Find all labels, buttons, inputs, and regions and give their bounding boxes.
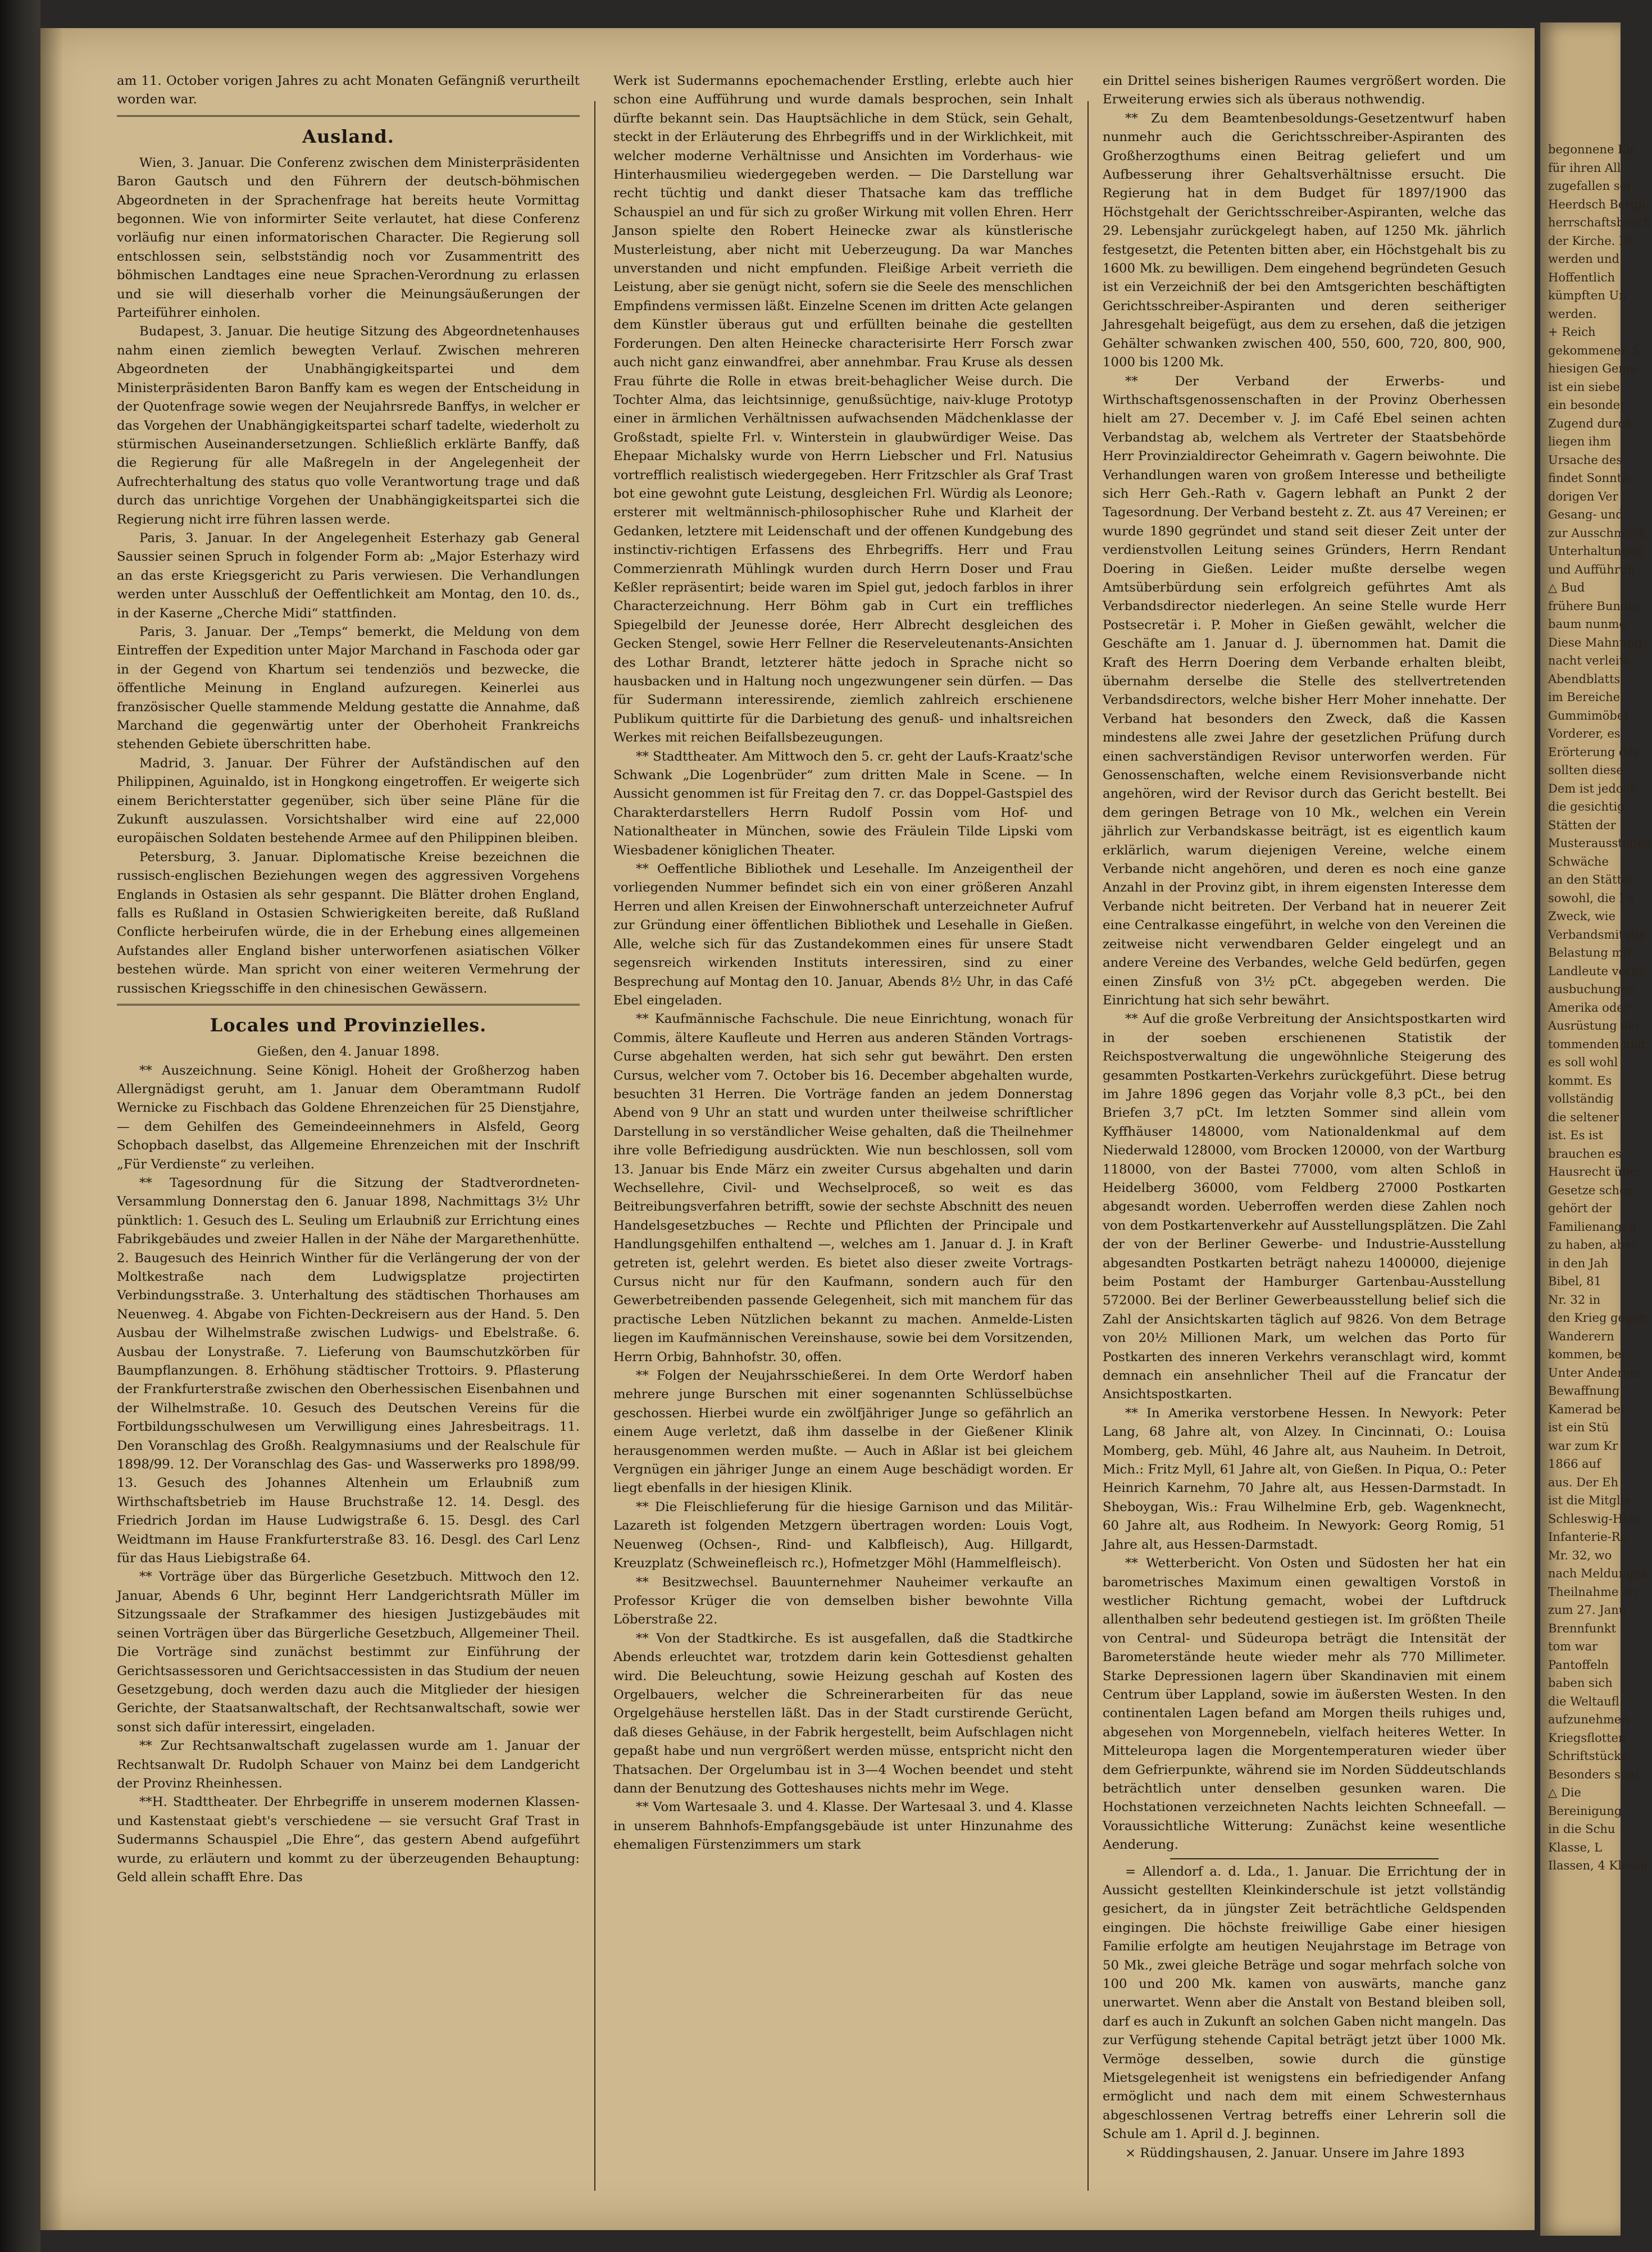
- article-paris-1: Paris, 3. Januar. In der Angelegenheit Esterhazy gab General Saussier seinen Spruch in folgender Form ab: „Major Esterhazy wird an das erste Kriegsgericht zu Paris verwiesen. Die Verhandlungen werden unter Ausschluß der Oeffentlichkeit am Montag, den 10. ds., in der Kaserne „Cherche Midi“ stattfinden.: [117, 530, 580, 621]
- article-besitzwechsel: ** Besitzwechsel. Bauunternehmer Nauheimer verkaufte an Professor Krüger die von demselben bisher bewohnte Villa Löberstraße 22.: [613, 1575, 1073, 1627]
- adjacent-page-line: Klasse, L: [1548, 1840, 1603, 1854]
- adjacent-page-line: Kamerad bei: [1548, 1402, 1624, 1416]
- adjacent-page-line: Theilnahme an: [1548, 1585, 1637, 1599]
- adjacent-page-line: Ursache des: [1548, 453, 1623, 467]
- adjacent-page-line: △ Bud: [1548, 581, 1585, 594]
- adjacent-page-line: es soll wohl: [1548, 1056, 1618, 1069]
- adjacent-page-line: Besonders sind: [1548, 1767, 1640, 1781]
- adjacent-page-line: war zum Kr: [1548, 1439, 1618, 1453]
- adjacent-page-line: zur Ausschmück: [1548, 526, 1646, 540]
- adjacent-page-line: begonnene Ku: [1548, 143, 1634, 156]
- adjacent-page-line: Schwäche: [1548, 854, 1609, 868]
- section-heading-ausland: Ausland.: [302, 125, 394, 147]
- section-heading-locales: Locales und Provinzielles.: [210, 1014, 487, 1036]
- column-3: [1103, 72, 1506, 2192]
- adjacent-page-line: ist ein Stü: [1548, 1421, 1609, 1434]
- adjacent-page-line: Wanderern: [1548, 1329, 1614, 1343]
- adjacent-page-line: tommenden und: [1548, 1037, 1646, 1051]
- article-auszeichnung: ** Auszeichnung. Seine Königl. Hoheit der Großherzog haben Allergnädigst geruht, am 1. Januar dem Oberamtmann Rudolf Wernicke zu Fischbach das Goldene Ehrenzeichen für 25 Dienstjahre, — dem Gehilfen des Gemeindeeinnehmers in Alsfeld, Georg Schopbach daselbst, das Allgemeine Ehrenzeichen mit der Inschrift „Für Verdienste“ zu verleihen.: [117, 1063, 580, 1172]
- adjacent-page-line: Hoffentlich: [1548, 270, 1615, 284]
- adjacent-page-line: Hausrecht über: [1548, 1165, 1642, 1179]
- adjacent-page-line: Erörterung des: [1548, 745, 1640, 759]
- adjacent-page-line: gehört der: [1548, 1202, 1612, 1215]
- article-stadttheater-review: **H. Stadttheater. Der Ehrbegriffe in unserem modernen Klassen- und Kastenstaat giebt's verschiedene — sie versucht Graf Trast in Sudermanns Schauspiel „Die Ehre“, das gestern Abend aufgeführt wurde, zu erläutern und kommt zu der überzeugenden Behauptung: Geld allein schafft Ehre. Das: [117, 1795, 580, 1885]
- article-paris-2: Paris, 3. Januar. Der „Temps“ bemerkt, die Meldung von dem Eintreffen der Expedition unter Major Marchand in Faschoda oder gar in der Gegend von Khartum sei tendenziös und bezwecke, die öffentliche Meinung in England aufzuregen. Keinerlei aus französischer Quelle stammende Meldung gestatte die Annahme, daß Marchand die gegenwärtig unter der Oberhoheit Frankreichs stehenden Gebiete überschritten habe.: [117, 624, 580, 752]
- adjacent-page-line: herrschaftsbesch: [1548, 216, 1651, 229]
- adjacent-page-line: Mr. 32, wo: [1548, 1548, 1612, 1562]
- adjacent-page-line: tom war: [1548, 1640, 1598, 1653]
- adjacent-page-line: Bibel, 81: [1548, 1275, 1601, 1288]
- adjacent-page-line: Belastung mit: [1548, 946, 1632, 959]
- section-divider: [1170, 1858, 1439, 1859]
- adjacent-page-line: zu haben, aber: [1548, 1238, 1637, 1252]
- adjacent-page-strip: [1540, 22, 1652, 2236]
- article-wien: Wien, 3. Januar. Die Conferenz zwischen dem Ministerpräsidenten Baron Gautsch und den Führern der deutsch-böhmischen Abgeordneten in der Sprachenfrage hat bereits heute Vormittag begonnen. Wie von informirter Seite verlautet, hat diese Conferenz vorläufig nur einen informatorischen Character. Die Regierung soll entschlossen sein, selbstständig noch vor Zusammentritt des böhmischen Landtages eine neue Sprachen-Verordnung zu erlassen und sie will dieserhalb vorher die Meinungsäußerungen der Parteiführer einholen.: [117, 155, 580, 321]
- adjacent-page-line: liegen ihm: [1548, 435, 1612, 448]
- article-wartesaal: ** Vom Wartesaale 3. und 4. Klasse. Der Wartesaal 3. und 4. Klasse in unserem Bahnhofs-Empfangsgebäude ist unter Hinzunahme des ehemaligen Fürstenzimmers um stark: [613, 1800, 1073, 1853]
- adjacent-page-line: kommt. Es: [1548, 1073, 1612, 1088]
- article-ansichtspostkarten: ** Auf die große Verbreitung der Ansichtspostkarten wird in der soeben erschienenen Statistik der Reichspostverwaltung die ungewöhnliche Steigerung des gesammten Postkarten-Verkehrs zurückgeführt. Diese betrug im Jahre 1896 gegen das Vorjahr volle 8,3 pCt., bei den Briefen 3,7 pCt. Im letzten Sommer sind allein vom Kyffhäuser 148000, vom Nationaldenkmal auf dem Niederwald 128000, vom Brocken 120000, von der Wartburg 118000, von der Bastei 77000, vom alten Schloß in Heidelberg 36000, vom Feldberg 27000 Postkarten abgesandt worden. Ueberroffen werden diese Zahlen noch von dem Postkartenverkehr auf Ausstellungsplätzen. Die Zahl der von der Berliner Gewerbe- und Industrie-Ausstellung abgesandten Postkarten beträgt nahezu 1400000, diejenige beim Postamt der Hamburger Gartenbau-Ausstellung 572000. Bei der Berliner Gewerbeausstellung belief sich die Zahl der Ansichtskarten täglich auf 9826. Von dem Betrage von 20½ Millionen Mark, um welchen das Porto für Postkarten des inneren Verkehrs veranschlagt wird, kommt demnach ein ansehnlicher Theil auf die Francatur der Ansichtspostkarten.: [1103, 1012, 1506, 1402]
- article-bibliothek: ** Oeffentliche Bibliothek und Lesehalle. Im Anzeigentheil der vorliegenden Nummer befindet sich ein von einer größeren Anzahl Herren und allen Kreisen der Einwohnerschaft unterzeichneter Aufruf zur Gründung einer öffentlichen Bibliothek und Lesehalle in Gießen. Alle, welche sich für das Zustandekommen eines für unsere Stadt segensreich wirkenden Instituts interessiren, sind zu einer Besprechung auf Montag den 10. Januar, Abends 8½ Uhr, in das Café Ebel eingeladen.: [613, 862, 1073, 1008]
- adjacent-page-line: Stätten der: [1548, 818, 1616, 832]
- adjacent-page-line: Diese Mahnung: [1548, 635, 1642, 649]
- adjacent-page-line: dorigen Ver: [1548, 489, 1618, 503]
- adjacent-page-line: Vorderer, es: [1548, 727, 1621, 740]
- adjacent-page-line: baum nunme: [1548, 617, 1626, 631]
- adjacent-page-line: ist. Es ist: [1548, 1129, 1603, 1142]
- adjacent-page-line: baben sich: [1548, 1676, 1613, 1690]
- column-2: [613, 72, 1073, 2192]
- adjacent-page-line: ist die Mitglie: [1548, 1494, 1631, 1507]
- adjacent-page-line: Gummimöbel: [1548, 708, 1628, 722]
- adjacent-page-line: aus. Der Eh: [1548, 1475, 1619, 1489]
- adjacent-page-line: Ilassen, 4 Klasse: [1548, 1859, 1648, 1872]
- adjacent-page-line: in den Jah: [1548, 1256, 1609, 1270]
- column-1: [117, 72, 580, 2192]
- article-wartesaal-cont: ein Drittel seines bisherigen Raumes vergrößert worden. Die Erweiterung erwies sich als überaus nothwendig.: [1103, 74, 1506, 107]
- article-neujahrsschiesserei: ** Folgen der Neujahrsschießerei. In dem Orte Werdorf haben mehrere junge Burschen mit einer sogenannten Schlüsselbüchse geschossen. Hierbei wurde ein zwölfjähriger Junge so gefährlich an einem Auge verletzt, daß ihm dasselbe in der Gießener Klinik herausgenommen werden mußte. — Auch in Aßlar ist bei gleichem Vergnügen ein jähriger Junge an einem Auge beschädigt worden. Er liegt ebenfalls in der hiesigen Klinik.: [613, 1368, 1073, 1496]
- article-madrid: Madrid, 3. Januar. Der Führer der Aufständischen auf den Philippinen, Aguinaldo, ist in Hongkong eingetroffen. Er weigerte sich einem Berichterstatter gegenüber, sich über seine Pläne für die Zukunft auszulassen. Vorsichtshalber wird eine auf 22,000 europäischen Soldaten bestehende Armee auf den Philippinen bleiben.: [117, 756, 580, 846]
- adjacent-page-line: findet Sonnta: [1548, 471, 1629, 485]
- adjacent-page-line: nach Meldungen: [1548, 1567, 1649, 1580]
- adjacent-page-line: der Kirche. Di: [1548, 234, 1632, 248]
- adjacent-page-line: aufzunehmen: [1548, 1713, 1629, 1726]
- adjacent-page-line: an den Stätter: [1548, 873, 1635, 886]
- adjacent-page-line: Abendblatts: [1548, 672, 1621, 686]
- adjacent-page-line: Unter Anderem: [1548, 1366, 1641, 1380]
- adjacent-page-line: Kriegsflotten: [1548, 1731, 1626, 1745]
- adjacent-page-line: 1866 auf: [1548, 1457, 1601, 1471]
- adjacent-page-line: die Weltaufl: [1548, 1694, 1619, 1708]
- adjacent-page-line: Zweck, wie: [1548, 909, 1615, 923]
- adjacent-page-line: Familienangeh: [1548, 1220, 1637, 1234]
- section-divider: [117, 115, 580, 117]
- adjacent-page-line: Zugend durch: [1548, 416, 1632, 430]
- adjacent-page-line: Landleute vorbe: [1548, 964, 1646, 978]
- adjacent-page-line: Dem ist jedoch: [1548, 781, 1637, 795]
- adjacent-page-line: Brennfunkt: [1548, 1621, 1616, 1635]
- adjacent-page-line: ist ein siebe: [1548, 380, 1620, 394]
- adjacent-page-lines: [1540, 140, 1652, 1875]
- adjacent-page-line: im Bereiche: [1548, 690, 1621, 704]
- adjacent-page-line: Bewaffnung: [1548, 1384, 1620, 1398]
- column-rule: [1087, 101, 1089, 2191]
- adjacent-page-line: zum 27. Janu: [1548, 1603, 1627, 1617]
- adjacent-page-line: hiesigen Geme: [1548, 362, 1637, 375]
- book-binding: [0, 0, 40, 2252]
- article-budapest: Budapest, 3. Januar. Die heutige Sitzung des Abgeordnetenhauses nahm einen ziemlich bewegten Verlauf. Zwischen mehreren Abgeordneten der Unabhängigkeitspartei und dem Ministerpräsidenten Baron Banffy kam es wegen der Entscheidung in der Quotenfrage sowie wegen der Neujahrsrede Banffys, in welcher er das Vorgehen der Unabhängigkeitspartei scharf tadelte, wiederholt zu stürmischen Auseinandersetzungen. Schließlich erklärte Banffy, daß die Regierung für alle Maßregeln in der Angelegenheit der Aufrechterhaltung des status quo volle Verantwortung trage und daß durch das unrichtige Vorgehen der Unabhängigkeitspartei sich die Regierung nicht irre führen lassen werde.: [117, 324, 580, 527]
- adjacent-page-line: vollständig: [1548, 1092, 1614, 1105]
- adjacent-page-line: Musterausstellen: [1548, 836, 1652, 850]
- article-stadttheater-review-cont: Werk ist Sudermanns epochemachender Erstling, erlebte auch hier schon eine Aufführung und wurde damals besprochen, sein Inhalt dürfte bekannt sein. Das Hauptsächliche in dem Stück, sein Gehalt, steckt in der Erläuterung des Ehrbegriffs und in der Wirklichkeit, mit welcher moderne Verhältnisse und Ansichten im Vorderhaus- wie Hinterhausmilieu wiedergegeben werden. — Die Darstellung war recht tüchtig und dankt dieser Thatsache kam das treffliche Schauspiel an und für sich zu großer Wirkung mit vollen Ehren. Herr Janson spielte den Robert Heinecke zwar als künstlerische Musterleistung, aber nicht mit Ueberzeugung. Da war Manches unverstanden und nicht empfunden. Fleißige Arbeit verrieth die Leistung, aber sie genügt nicht, sofern sie die Seele des menschlichen Empfindens vermissen läßt. Einzelne Scenen im dritten Acte gelangen dem Künstler überaus gut und erfüllten beinahe die gestellten Forderungen. Den alten Heinecke characterisirte Herr Forsch zwar auch nicht ganz einwandfrei, aber annehmbar. Frau Kruse als dessen Frau führte die Rolle in etwas breit-behaglicher Weise durch. Die Tochter Alma, das leichtsinnige, genußsüchtige, naiv-kluge Prototyp einer in ärmlichen Verhältnissen aufwachsenden Mädchenklasse der Großstadt, spielte Frl. v. Winterstein in glaubwürdiger Weise. Das Ehepaar Michalsky wurde von Herrn Liebscher und Frl. Natusius vortrefflich realistisch wiedergegeben. Herr Fritzschler als Graf Trast bot eine gewohnt gute Leistung, desgleichen Frl. Würdig als Leonore; ersterer mit weltmännisch-philosophischer Ruhe und Klarheit der Gedanken, letztere mit Leidenschaft und der offenen Kundgebung des instinctiv-richtigen Erfassens des Ehrbegriffs. Herr und Frau Commerzienrath Mühlingk wurden durch Herrn Doser und Frau Keßler repräsentirt; beide waren im Spiel gut, jedoch farblos in ihrer Characterzeichnung. Herr Böhm gab in Curt ein treffliches Spiegelbild der Jeunesse dorée, Herr Albrecht desgleichen des Gecken Stengel, sowie Herr Fellner die Reserveleutenants-Ansichten des Lothar Brandt, letzterer hätte jedoch in Sprache nicht so hausbacken und in Haltung noch ungezwungener sein dürfen. — Das für Sudermann interessirende, ziemlich zahlreich erschienene Publikum quittirte für die Darbietung des genuß- und inhaltsreichen Werkes mit reichen Beifallsbezeugungen.: [613, 74, 1073, 745]
- adjacent-page-line: Unterhaltungen: [1548, 544, 1644, 558]
- adjacent-page-line: Bereinigung: [1548, 1804, 1622, 1818]
- adjacent-page-line: und Aufführun: [1548, 562, 1635, 576]
- column-1-intro: am 11. October vorigen Jahres zu acht Monaten Gefängniß verurtheilt worden war.: [117, 74, 580, 107]
- article-rechtsanwalt: ** Zur Rechtsanwaltschaft zugelassen wurde am 1. Januar der Rechtsanwalt Dr. Rudolph Schauer von Mainz bei dem Landgericht der Provinz Rheinhessen.: [117, 1739, 580, 1791]
- adjacent-page-line: ein besonder: [1548, 398, 1626, 412]
- adjacent-page-line: werden.: [1548, 307, 1597, 321]
- article-fleischlieferung: ** Die Fleischlieferung für die hiesige Garnison und das Militär-Lazareth ist folgenden Metzgern übertragen worden: Louis Vogt, Neuenweg (Ochsen-, Rind- und Kalbfleisch), Aug. Hillgardt, Kreuzplatz (Schweinefleisch rc.), Hofmetzger Möhl (Hammelfleisch).: [613, 1499, 1073, 1571]
- adjacent-page-line: die seltener: [1548, 1110, 1619, 1124]
- adjacent-page-line: gekommenen S: [1548, 343, 1641, 357]
- dateline: Gießen, den 4. Januar 1898.: [257, 1044, 440, 1059]
- adjacent-page-line: Schriftstücke: [1548, 1749, 1628, 1763]
- adjacent-page-line: in die Schu: [1548, 1822, 1615, 1836]
- article-tagesordnung: ** Tagesordnung für die Sitzung der Stadtverordneten-Versammlung Donnerstag den 6. Januar 1898, Nachmittags 3½ Uhr pünktlich: 1. Gesuch des L. Seuling um Erlaubniß zur Errichtung eines Fabrikgebäudes und zweier Hallen in der Nähe der Margarethenhütte. 2. Baugesuch des Heinrich Winther für die Verlängerung der von der Moltkestraße nach dem Ludwigsplatze projectirten Verbindungsstraße. 3. Unterhaltung des städtischen Thorhauses am Neuenweg. 4. Abgabe von Fichten-Deckreisern aus der Hand. 5. Den Ausbau der Wilhelmstraße zwischen Ludwigs- und Ebelstraße. 6. Ausbau der Lonystraße. 7. Lieferung von Baumschutzkörben für Baumpflanzungen. 8. Erhöhung städtischer Trottoirs. 9. Pflasterung der Frankfurterstraße zwischen den Oberhessischen Eisenbahnen und der Wilhelmstraße. 10. Gesuch des Deutschen Vereins für die Fortbildungsschulwesen um Verwilligung eines Jahresbeitrags. 11. Den Voranschlag des Großh. Realgymnasiums und der Realschule für 1898/99. 12. Der Voranschlag des Gas- und Wasserwerks pro 1898/99. 13. Gesuch des Johannes Altenhein um Erlaubniß zum Wirthschaftsbetrieb im Hause Bruchstraße 12. 14. Desgl. des Friedrich Jordan im Hause Ludwigstraße 6. 15. Desgl. des Carl Weidtmann im Hause Frankfurterstraße 83. 16. Desgl. des Carl Lenz für das Haus Liebigstraße 64.: [117, 1175, 580, 1566]
- adjacent-page-line: brauchen es: [1548, 1147, 1622, 1161]
- adjacent-page-line: Schleswig-Hols: [1548, 1512, 1640, 1526]
- article-beamtenbesoldung: ** Zu dem Beamtenbesoldungs-Gesetzentwurf haben nunmehr auch die Gerichtsschreiber-Aspiranten des Großherzogthums einen Beitrag geliefert und um Aufbesserung ihrer Gehaltsverhältnisse ersucht. Die Regierung hat in dem Budget für 1897/1900 das Höchstgehalt der Gerichtsschreiber-Aspiranten, welche das 29. Lebensjahr zurückgelegt haben, auf 1250 Mk. jährlich festgesetzt, die Petenten bitten aber, ein Höchstgehalt bis zu 1600 Mk. zu bewilligen. Dem eingehend begründeten Gesuch ist ein Verzeichniß der bei den Amtsgerichten beschäftigten Gerichtsschreiber-Aspiranten und deren seitheriger Jahresgehalt beigefügt, aus dem zu ersehen, daß die jetzigen Gehälter schwanken zwischen 400, 550, 600, 720, 800, 900, 1000 bis 1200 Mk.: [1103, 111, 1506, 370]
- adjacent-page-line: Gesetze schon: [1548, 1183, 1635, 1197]
- adjacent-page-line: für ihren All: [1548, 161, 1621, 175]
- adjacent-page-line: nacht verleite: [1548, 654, 1631, 667]
- adjacent-page-line: werden und: [1548, 252, 1620, 266]
- column-rule: [594, 101, 595, 2191]
- adjacent-page-line: ausbuchungen: [1548, 982, 1636, 996]
- adjacent-page-line: Pantoffeln: [1548, 1658, 1609, 1672]
- adjacent-page-line: kommen, bei: [1548, 1348, 1626, 1361]
- adjacent-page-line: + Reich: [1548, 325, 1596, 339]
- adjacent-page-line: Heerdsch Bergn: [1548, 197, 1646, 211]
- adjacent-page-line: Gesang- und: [1548, 508, 1623, 521]
- adjacent-page-line: Infanterie-Re: [1548, 1530, 1628, 1544]
- article-stadtkirche: ** Von der Stadtkirche. Es ist ausgefallen, daß die Stadtkirche Abends erleuchtet war, trotzdem darin kein Gottesdienst gehalten wird. Die Beleuchtung, sowie Heizung geschah auf Kosten des Orgelbauers, welcher die Schreinerarbeiten für das neue Orgelgehäuse herstellen läßt. Das in der Stadt curstirende Gerücht, daß dieses Gehäuse, in der Fabrik hergestellt, beim Aufschlagen nicht gepaßt habe und nun vergrößert werden müsse, entspricht nicht den Thatsachen. Der Orgelumbau ist in 3—4 Wochen beendet und steht dann der Benutzung des Gotteshauses nichts mehr im Wege.: [613, 1631, 1073, 1796]
- adjacent-page-line: zugefallen sei: [1548, 179, 1631, 193]
- adjacent-page-line: Amerika oder: [1548, 1000, 1630, 1014]
- adjacent-page-line: Nr. 32 in: [1548, 1293, 1601, 1307]
- adjacent-page-line: △ Die: [1548, 1786, 1581, 1799]
- article-wetterbericht: ** Wetterbericht. Von Osten und Südosten her hat ein barometrisches Maximum einen gewaltigen Vorstoß in westlicher Richtung gemacht, wobei der Luftdruck allenthalben sehr bedeutend gestiegen ist. Im größten Theile von Central- und Südeuropa beträgt die Intensität der Barometerstände heute wieder mehr als 770 Millimeter. Starke Depressionen lagern über Skandinavien mit einem Centrum über Lappland, sowie im äußersten Westen. In den continentalen Lagen befand am Morgen theils ruhiges und, abgesehen von Morgennebeln, vielfach heiteres Wetter. In Mitteleuropa lagen die Morgentemperaturen wieder über dem Gefrierpunkte, während sie im Norden Süddeutschlands beträchtlich unter denselben gesunken waren. Die Hochstationen verzeichneten Nachts leichten Schneefall. — Voraussichtliche Witterung: Zunächst keine wesentliche Aenderung.: [1103, 1556, 1506, 1853]
- adjacent-page-line: die gesichtig: [1548, 800, 1625, 813]
- adjacent-page-line: den Krieg gegen: [1548, 1311, 1648, 1325]
- article-petersburg: Petersburg, 3. Januar. Diplomatische Kreise bezeichnen die russisch-englischen Beziehungen wegen des aggressiven Vorgehens Englands in Ostasien als sehr gespannt. Die Blätter drohen England, falls es Rußland in Ostasien Schwierigkeiten bereite, daß Rußland Conflicte herbeirufen würde, die in der Erhebung eines allgemeinen Aufstandes aller England bisher unterworfenen asiatischen Völker bestehen würde. Man spricht von einer weiteren Vermehrung der russischen Kriegsschiffe in den chinesischen Gewässern.: [117, 849, 580, 996]
- section-divider: [117, 1004, 580, 1006]
- adjacent-page-line: kümpften Un: [1548, 289, 1627, 302]
- adjacent-page-line: Verbandsmitglie: [1548, 927, 1646, 941]
- article-rueddingshausen: × Rüddingshausen, 2. Januar. Unsere im Jahre 1893: [1125, 2145, 1465, 2160]
- article-allendorf: = Allendorf a. d. Lda., 1. Januar. Die Errichtung der in Aussicht gestellten Kleinkinderschule ist jetzt vollständig gesichert, da in jüngster Zeit beträchtliche Geldspenden eingingen. Die höchste freiwillige Gabe einer hiesigen Familie erfolgte am heutigen Neujahrstage im Betrage von 50 Mk., zwei gleiche Beträge und sogar mehrfach solche von 100 und 200 Mk. kamen von auswärts, manche ganz unerwartet. Wenn aber die Anstalt von Bestand bleiben soll, darf es auch in Zukunft an solchen Gaben nicht mangeln. Das zur Verfügung stehende Capital beträgt jetzt über 1000 Mk. Vermöge desselben, sowie durch die günstige Mietsgelegenheit ist wenigstens ein befriedigender Anfang ermöglicht und nach dem mit einem Schwesternhaus abgeschlossenen Vertrag betreffs einer Lehrerin soll die Schule am 1. April d. J. beginnen.: [1103, 1864, 1506, 2142]
- article-vortraege: ** Vorträge über das Bürgerliche Gesetzbuch. Mittwoch den 12. Januar, Abends 6 Uhr, beginnt Herr Landgerichtsrath Müller im Sitzungssaale der Strafkammer des hiesigen Justizgebäudes mit seinen Vorträgen über das Bürgerliche Gesetzbuch, Allgemeiner Theil. Die Vorträge sind zunächst bestimmt zur Einführung der Gerichtsassessoren und Gerichtsaccessisten in das Studium der neuen Gesetzgebung, doch werden dazu auch die Mitglieder der hiesigen Gerichte, der Staatsanwaltschaft, der Rechtsanwaltschaft, sowie wer sonst sich dafür interessirt, eingeladen.: [117, 1569, 580, 1735]
- page-fold-shadow: [40, 28, 63, 2230]
- adjacent-page-line: frühere Bundes: [1548, 599, 1641, 613]
- article-fachschule: ** Kaufmännische Fachschule. Die neue Einrichtung, wonach für Commis, ältere Kaufleute und Herren aus anderen Ständen Vortrags-Curse abgehalten werden, hat sich sehr gut bewährt. Den ersten Cursus, welcher vom 7. October bis 16. December abgehalten wurde, besuchten 31 Herren. Die Vorträge fanden an jedem Donnerstag Abend von 9 Uhr an statt und wurden unter theilweise schriftlicher Darstellung in so verständlicher Weise gehalten, daß die Theilnehmer ihre volle Befriedigung ausdrückten. Wie nun beschlossen, soll vom 13. Januar bis Ende März ein zweiter Cursus abgehalten und darin Wechsellehre, Civil- und Wechselproceß, so weit es das Beitreibungsverfahren betrifft, sowie der sechste Abschnitt des neuen Handelsgesetzbuches — Rechte und Pflichten der Principale und Handlungsgehilfen enthaltend —, welches am 1. Januar d. J. in Kraft getreten ist, gelehrt werden. Es bietet also dieser zweite Vortrags-Cursus nicht nur für den Kaufmann, sondern auch für den Gewerbetreibenden passende Gelegenheit, sich mit manchem für das practische Leben Nützlichen bekannt zu machen. Anmelde-Listen liegen im Kaufmännischen Vereinshause, sowie bei dem Vorsitzenden, Herrn Orbig, Bahnhofstr. 30, offen.: [613, 1012, 1073, 1364]
- adjacent-page-line: sollten diese: [1548, 763, 1623, 777]
- adjacent-page-line: sowohl, die Fe: [1548, 891, 1634, 905]
- article-amerika-hessen: ** In Amerika verstorbene Hessen. In Newyork: Peter Lang, 68 Jahre alt, von Alzey. In Cincinnati, O.: Louisa Momberg, geb. Mühl, 46 Jahre alt, aus Nauheim. In Detroit, Mich.: Fritz Myll, 61 Jahre alt, von Gießen. In Piqua, O.: Peter Heinrich Karnehm, 70 Jahre alt, aus Hessen-Darmstadt. In Sheboygan, Wis.: Frau Wilhelmine Erb, geb. Wagenknecht, 60 Jahre alt, aus Rodheim. In Newyork: Georg Romig, 51 Jahre alt, aus Hessen-Darmstadt.: [1103, 1405, 1506, 1552]
- article-verband: ** Der Verband der Erwerbs- und Wirthschaftsgenossenschaften in der Provinz Oberhessen hielt am 27. December v. J. im Café Ebel seinen achten Verbandstag ab, welchem als Vertreter der Staatsbehörde Herr Provinzialdirector Geheimrath v. Gagern beiwohnte. Die Verhandlungen waren von großem Interesse und betheiligte sich Herr Geh.-Rath v. Gagern lebhaft an Punkt 2 der Tagesordnung. Der Verband besteht z. Zt. aus 47 Vereinen; er wurde 1890 gegründet und stand seit dieser Zeit unter der verdienstvollen Leitung seines Gründers, Herrn Rendant Doering in Gießen. Leider mußte derselbe wegen Amtsüberbürdung sein erfolgreich geführtes Amt als Verbandsdirector niederlegen. An seine Stelle wurde Herr Postsecretär i. P. Moher in Gießen gewählt, welcher die Geschäfte am 1. Januar d. J. übernommen hat. Damit die Kraft des Herrn Doering dem Verbande erhalten bleibt, übernahm derselbe die Stelle des stellvertretenden Verbandsdirectors, welche bisher Herr Moher innehatte. Der Verband hat besonders den Zweck, daß die Kassen mindestens alle zwei Jahre der gesetzlichen Prüfung durch einen sachverständigen Revisor unterworfen werden. Für Genossenschaften, welche einem Revisionsverbande nicht angehören, wird der Revisor durch das Gericht bestellt. Bei dem geringen Betrage von 10 Mk., welchen ein Verein jährlich zur Verbandskasse beiträgt, ist es eigentlich kaum erklärlich, warum diejenigen Vereine, welche einem Verbande nicht angehören, und deren es noch eine ganze Anzahl in der Provinz gibt, in ihrem eigensten Interesse dem Verbande nicht beitreten. Der Verband hat in neuerer Zeit eine Centralkasse eingeführt, in welche von den Vereinen die zeitweise nicht verwendbaren Gelder eingelegt und an andere Vereine des Verbandes, welche Geld bedürfen, gegen einen Zinsfuß von 3½ pCt. abgegeben werden. Die Einrichtung hat sich sehr bewährt.: [1103, 374, 1506, 1008]
- article-stadttheater-notice: ** Stadttheater. Am Mittwoch den 5. cr. geht der Laufs-Kraatz'sche Schwank „Die Logenbrüder“ zum dritten Male in Scene. — In Aussicht genommen ist für Freitag den 7. cr. das Doppel-Gastspiel des Charakterdarstellers Herrn Rudolf Possin vom Hof- und Nationaltheater in München, sowie des Fräulein Tilde Lipski vom Wiesbadener königlichen Theater.: [613, 749, 1073, 858]
- adjacent-page-line: Ausrüstung der: [1548, 1019, 1641, 1032]
